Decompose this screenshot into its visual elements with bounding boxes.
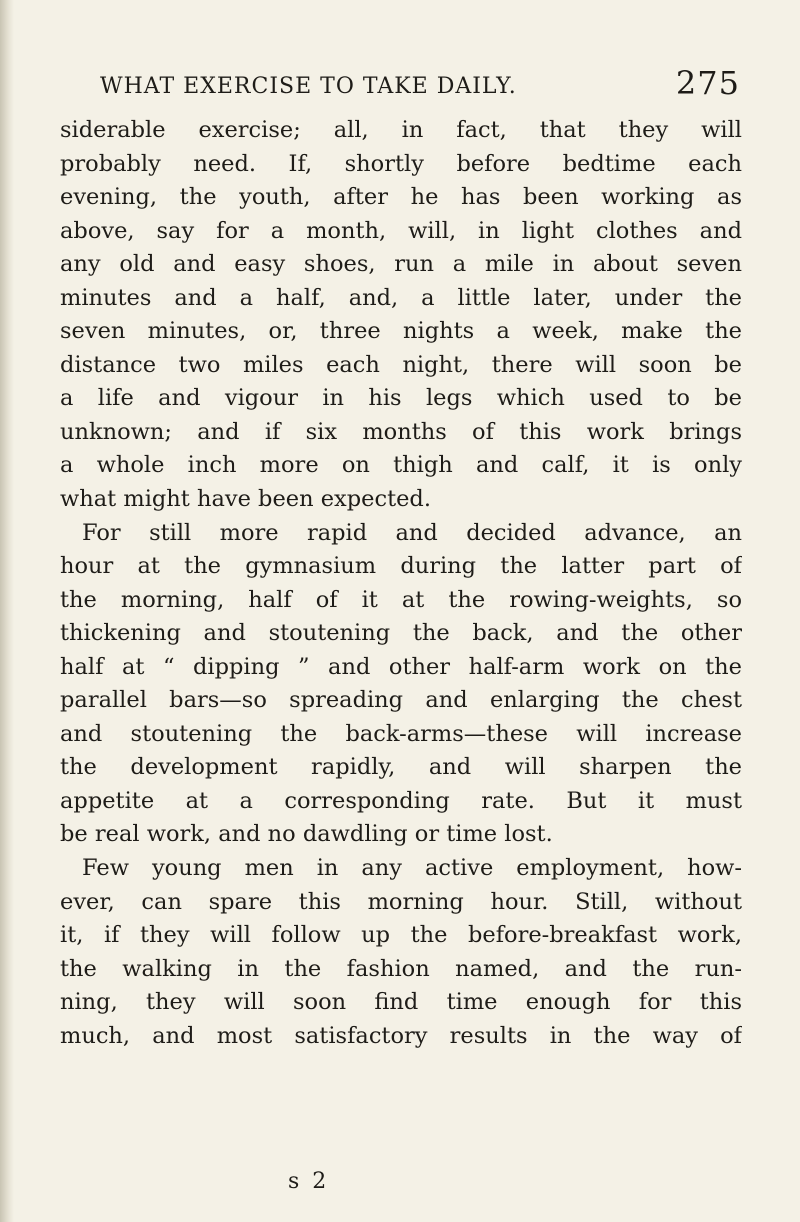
text-line: and stoutening the back-arms—these will increase: [60, 720, 742, 747]
body-text: [60, 114, 742, 1053]
text-line: thickening and stoutening the back, and the other: [60, 620, 742, 647]
text-line: minutes and a half, and, a little later, under the: [60, 284, 742, 311]
text-line: siderable exercise; all, in fact, that they will: [60, 117, 742, 143]
signature-mark: s 2: [288, 1169, 330, 1194]
running-head: WHAT EXERCISE TO TAKE DAILY.: [100, 74, 517, 99]
text-line: evening, the youth, after he has been working as: [60, 184, 742, 211]
page-binding-edge: [0, 0, 14, 1222]
text-line: it, if they will follow up the before-breakfast work,: [60, 922, 742, 949]
text-line: the walking in the fashion named, and the run-: [60, 955, 742, 982]
page-header: [100, 64, 740, 104]
text-line: what might have been expected.: [60, 486, 431, 513]
text-line: hour at the gymnasium during the latter part of: [60, 553, 742, 580]
page-number: 275: [675, 64, 740, 102]
text-line: parallel bars—so spreading and enlarging the chest: [60, 687, 742, 714]
text-line: a life and vigour in his legs which used to be: [60, 385, 742, 412]
text-line: be real work, and no dawdling or time lost.: [60, 821, 553, 848]
text-line: Few young men in any active employment, how-: [82, 855, 742, 882]
text-line: half at “ dipping ” and other half-arm work on the: [60, 653, 742, 680]
text-line: unknown; and if six months of this work brings: [60, 418, 742, 445]
text-line: above, say for a month, will, in light clothes and: [60, 217, 742, 244]
text-line: ning, they will soon find time enough for this: [60, 989, 742, 1016]
text-line: much, and most satisfactory results in the way of: [60, 1022, 742, 1049]
text-line: a whole inch more on thigh and calf, it is only: [60, 452, 742, 479]
text-line: the development rapidly, and will sharpen the: [60, 754, 742, 781]
text-line: seven minutes, or, three nights a week, make the: [60, 318, 742, 345]
text-line: any old and easy shoes, run a mile in about seven: [60, 251, 742, 278]
text-line: the morning, half of it at the rowing-weights, so: [60, 586, 742, 613]
text-line: probably need. If, shortly before bedtime each: [60, 150, 742, 177]
text-line: distance two miles each night, there will soon be: [60, 351, 742, 378]
text-line: For still more rapid and decided advance, an: [82, 519, 742, 546]
text-line: ever, can spare this morning hour. Still, without: [60, 888, 742, 915]
text-line: appetite at a corresponding rate. But it must: [60, 787, 742, 814]
